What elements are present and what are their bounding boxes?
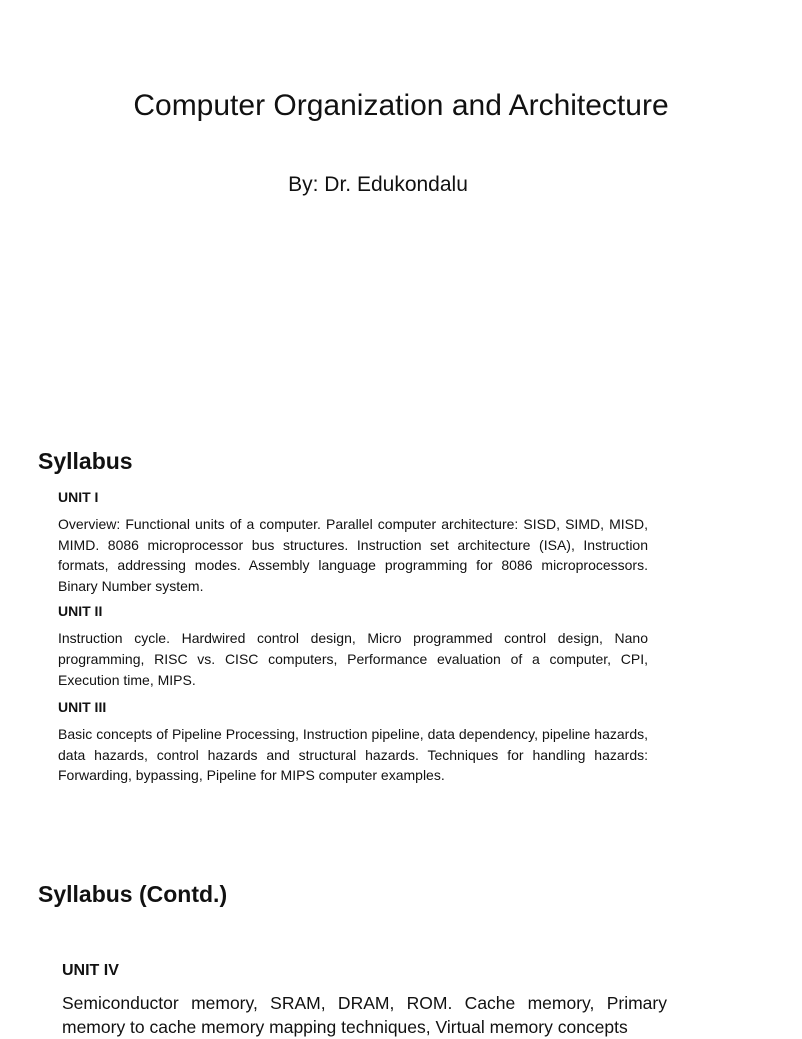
unit-heading: UNIT IV xyxy=(62,962,119,979)
unit-description: Overview: Functional units of a computer. Parallel computer architecture: SISD, SIMD, MISD, MIMD. 8086 microprocessor bus structures. Instruction set architecture (ISA), Instruction formats, addressing modes. Assembly language programming for 8086 microprocessors. Binary Number system. xyxy=(58,516,648,594)
unit-description: Semiconductor memory, SRAM, DRAM, ROM. Cache memory, Primary memory to cache memory mapping techniques, Virtual memory concepts xyxy=(62,993,667,1037)
slide-heading: Syllabus xyxy=(38,448,133,474)
slide-heading: Syllabus (Contd.) xyxy=(38,881,228,907)
presentation-author: By: Dr. Edukondalu xyxy=(288,173,468,196)
unit-heading: UNIT III xyxy=(58,699,107,716)
unit-block xyxy=(58,698,648,786)
syllabus-contd-slide xyxy=(0,836,768,1037)
syllabus-slide xyxy=(0,410,768,836)
unit-description: Instruction cycle. Hardwired control design, Micro programmed control design, Nano programming, RISC vs. CISC computers, Performance evaluation of a computer, CPI, Execution time, MIPS. xyxy=(58,630,648,688)
unit-block xyxy=(58,488,648,596)
unit-block xyxy=(62,961,667,1039)
unit-block xyxy=(58,602,648,690)
unit-heading: UNIT I xyxy=(58,489,99,505)
unit-description: Basic concepts of Pipeline Processing, Instruction pipeline, data dependency, pipeline hazards, data hazards, control hazards and structural hazards. Techniques for handling hazards: Forwarding, bypassing, Pipeline for MIPS computer examples. xyxy=(58,726,648,784)
title-slide xyxy=(0,0,768,410)
unit-heading: UNIT II xyxy=(58,603,103,620)
units-list xyxy=(62,961,667,1039)
presentation-title: Computer Organization and Architecture xyxy=(133,89,669,122)
units-list xyxy=(58,488,648,792)
